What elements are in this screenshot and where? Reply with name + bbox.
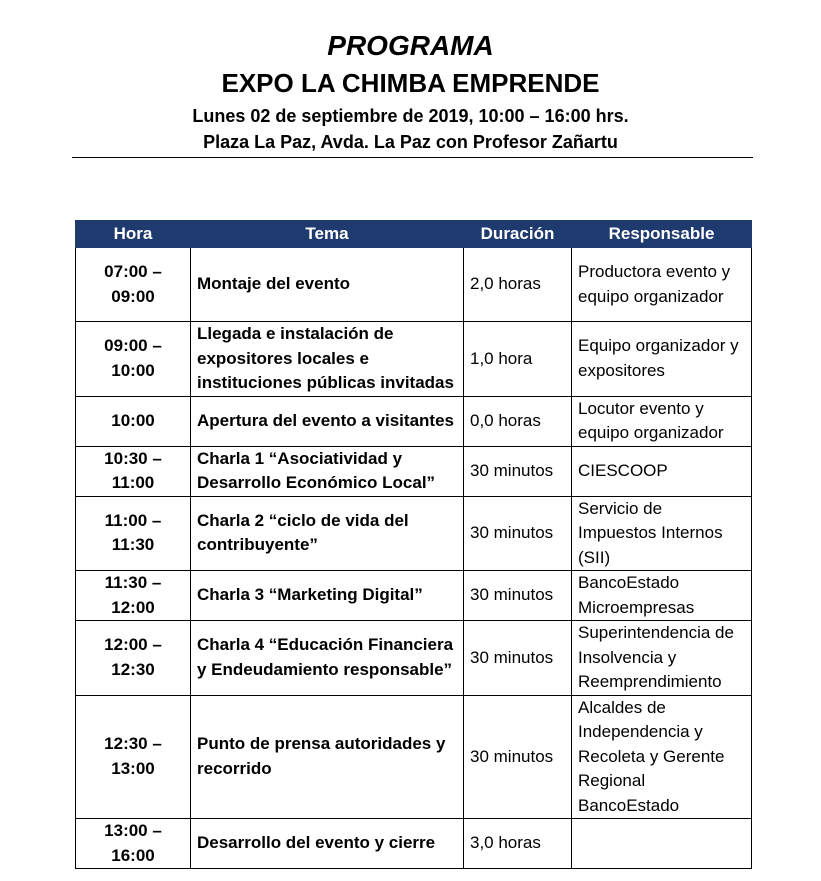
cell-hora: 09:00 – 10:00 [76,322,191,397]
cell-duracion: 1,0 hora [464,322,572,397]
table-row [76,446,752,496]
column-header-duracion: Duración [464,221,572,248]
cell-responsable: CIESCOOP [572,446,752,496]
table-row [76,621,752,696]
cell-hora: 12:00 – 12:30 [76,621,191,696]
column-header-hora: Hora [76,221,191,248]
cell-responsable: Equipo organizador y expositores [572,322,752,397]
table-row [76,396,752,446]
cell-responsable: Superintendencia de Insolvencia y Reemprendimiento [572,621,752,696]
cell-responsable [572,819,752,869]
column-header-tema: Tema [191,221,464,248]
cell-duracion: 30 minutos [464,695,572,819]
table-header-row [76,221,752,248]
event-place: Plaza La Paz, Avda. La Paz con Profesor Zañartu [203,132,618,152]
table-row [76,322,752,397]
cell-hora: 12:30 – 13:00 [76,695,191,819]
table-row [76,496,752,571]
event-title: EXPO LA CHIMBA EMPRENDE [221,68,600,98]
cell-duracion: 30 minutos [464,621,572,696]
cell-tema: Charla 1 “Asociatividad y Desarrollo Económico Local” [191,446,464,496]
program-table [75,220,752,869]
cell-responsable: Locutor evento y equipo organizador [572,396,752,446]
cell-responsable: Alcaldes de Independencia y Recoleta y Gerente Regional BancoEstado [572,695,752,819]
cell-tema: Apertura del evento a visitantes [191,396,464,446]
cell-tema: Charla 2 “ciclo de vida del contribuyente” [191,496,464,571]
cell-tema: Montaje del evento [191,248,464,322]
cell-responsable: BancoEstado Microempresas [572,571,752,621]
cell-tema: Desarrollo del evento y cierre [191,819,464,869]
cell-hora: 13:00 – 16:00 [76,819,191,869]
cell-duracion: 30 minutos [464,446,572,496]
cell-hora: 10:30 – 11:00 [76,446,191,496]
table-row [76,819,752,869]
cell-tema: Llegada e instalación de expositores locales e instituciones públicas invitadas [191,322,464,397]
cell-tema: Punto de prensa autoridades y recorrido [191,695,464,819]
cell-hora: 10:00 [76,396,191,446]
cell-responsable: Servicio de Impuestos Internos (SII) [572,496,752,571]
cell-duracion: 30 minutos [464,571,572,621]
event-date: Lunes 02 de septiembre de 2019, 10:00 – 16:00 hrs. [192,106,629,126]
cell-hora: 11:00 – 11:30 [76,496,191,571]
cell-tema: Charla 4 “Educación Financiera y Endeudamiento responsable” [191,621,464,696]
cell-hora: 11:30 – 12:00 [76,571,191,621]
cell-hora: 07:00 – 09:00 [76,248,191,322]
programa-heading: PROGRAMA [327,30,494,61]
cell-duracion: 30 minutos [464,496,572,571]
cell-duracion: 0,0 horas [464,396,572,446]
cell-duracion: 3,0 horas [464,819,572,869]
header-divider [72,157,753,158]
table-row [76,248,752,322]
table-row [76,571,752,621]
table-row [76,695,752,819]
cell-duracion: 2,0 horas [464,248,572,322]
cell-tema: Charla 3 “Marketing Digital” [191,571,464,621]
column-header-responsable: Responsable [572,221,752,248]
cell-responsable: Productora evento y equipo organizador [572,248,752,322]
